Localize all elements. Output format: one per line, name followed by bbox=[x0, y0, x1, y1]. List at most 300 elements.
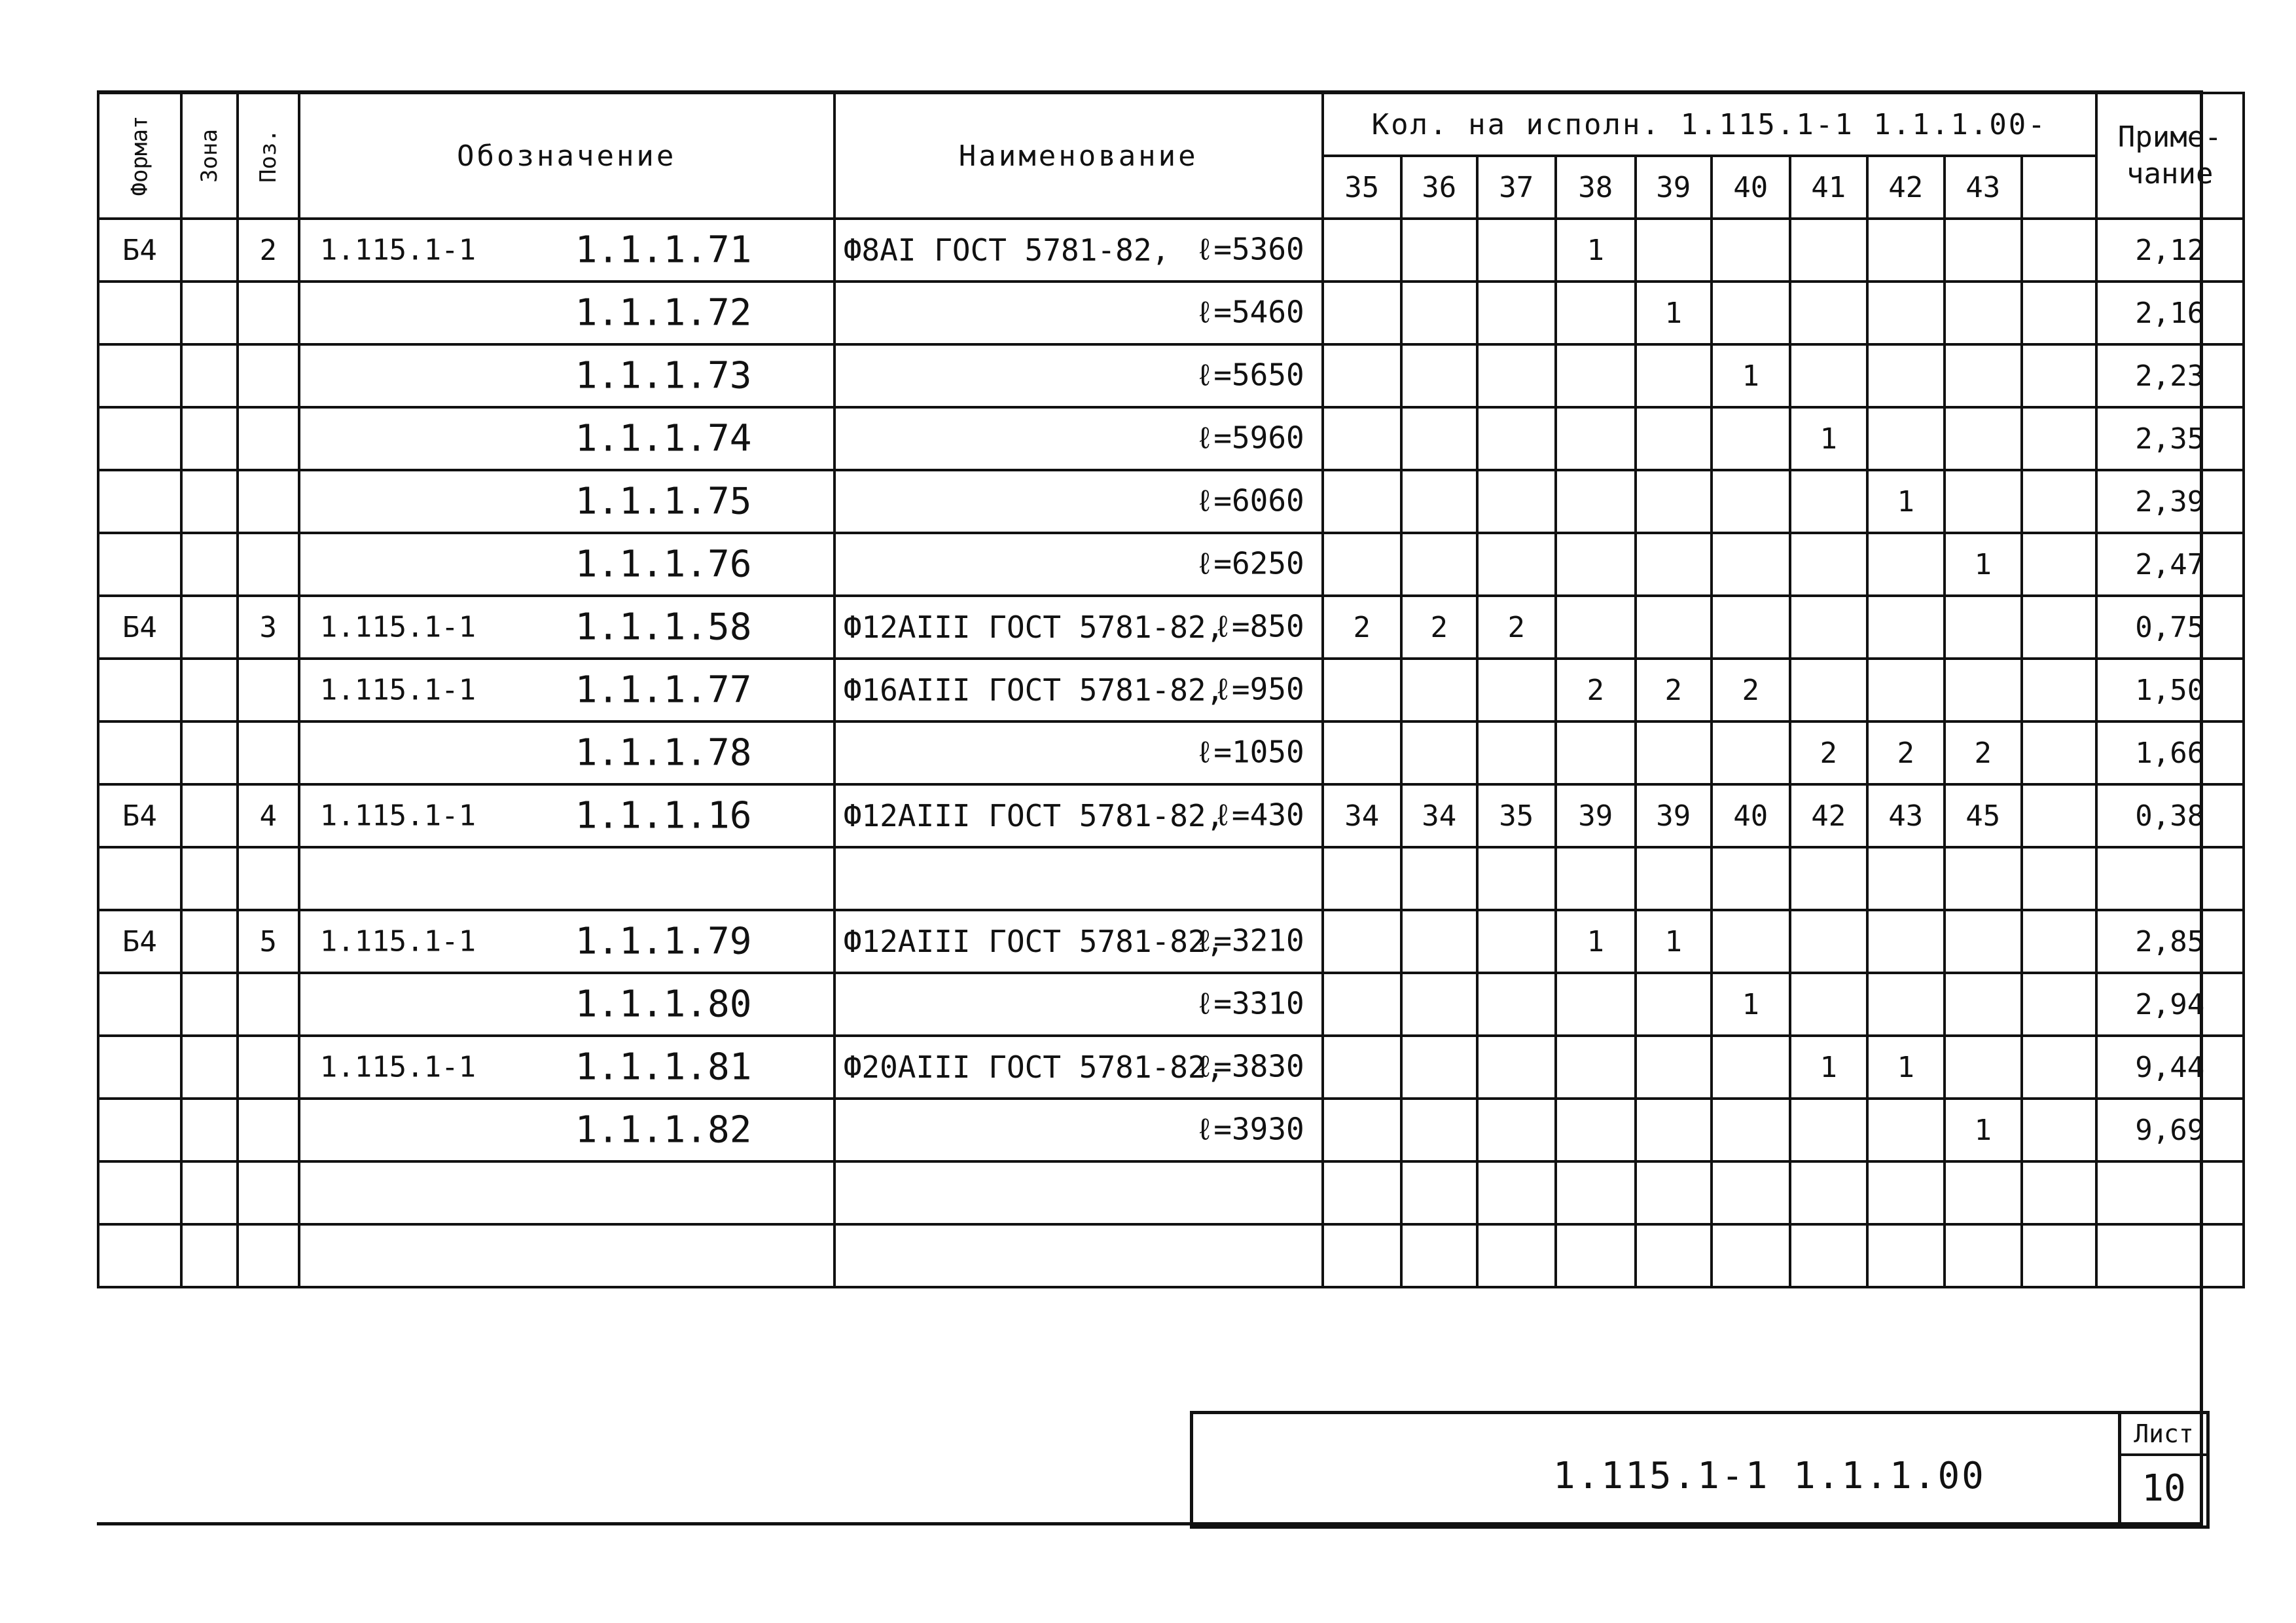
length-text: ℓ=430 bbox=[1213, 797, 1304, 833]
quantity-cell: 2 bbox=[1712, 659, 1790, 721]
designation-number: 1.1.1.73 bbox=[575, 354, 752, 397]
quantity-cell bbox=[1477, 282, 1556, 344]
quantity-cell bbox=[1945, 344, 2022, 407]
quantity-cell: 42 bbox=[1790, 784, 1867, 847]
note-cell: 2,47 bbox=[2096, 533, 2244, 596]
name-cell bbox=[834, 282, 1323, 344]
position-cell bbox=[238, 1099, 299, 1161]
designation-wrapper bbox=[300, 220, 833, 280]
name-text: Ф12АIII ГОСТ 5781-82, bbox=[843, 610, 1225, 645]
zone-cell bbox=[181, 344, 238, 407]
quantity-cell bbox=[2022, 470, 2096, 533]
designation-cell bbox=[299, 533, 834, 596]
designation-number: 1.1.1.71 bbox=[575, 228, 752, 272]
name-text: Ф12АIII ГОСТ 5781-82, bbox=[843, 798, 1225, 833]
designation-number: 1.1.1.74 bbox=[575, 417, 752, 460]
quantity-cell bbox=[1790, 847, 1867, 910]
quantity-cell bbox=[1636, 533, 1712, 596]
quantity-cell bbox=[1945, 596, 2022, 659]
quantity-cell bbox=[1790, 344, 1867, 407]
zone-cell bbox=[181, 1224, 238, 1287]
position-cell bbox=[238, 721, 299, 784]
name-cell bbox=[834, 1099, 1323, 1161]
zone-cell bbox=[181, 973, 238, 1036]
col-header-designation: Обозначение bbox=[299, 93, 834, 219]
quantity-cell bbox=[1712, 847, 1790, 910]
quantity-cell bbox=[1556, 533, 1636, 596]
quantity-cell bbox=[1712, 1224, 1790, 1287]
table-row bbox=[98, 470, 2244, 533]
quantity-cell bbox=[1712, 1161, 1790, 1224]
quantity-cell: 2 bbox=[1477, 596, 1556, 659]
quantity-cell bbox=[1556, 596, 1636, 659]
position-cell: 5 bbox=[238, 910, 299, 973]
designation-wrapper bbox=[300, 1100, 833, 1160]
format-cell bbox=[98, 470, 181, 533]
quantity-variant-header bbox=[2022, 156, 2096, 219]
quantity-cell bbox=[1712, 1099, 1790, 1161]
quantity-cell bbox=[2022, 973, 2096, 1036]
quantity-cell bbox=[1323, 344, 1401, 407]
format-cell bbox=[98, 1099, 181, 1161]
quantity-cell bbox=[1477, 533, 1556, 596]
col-header-name: Наименование bbox=[834, 93, 1323, 219]
zone-cell bbox=[181, 1161, 238, 1224]
designation-number: 1.1.1.81 bbox=[575, 1046, 752, 1089]
quantity-cell bbox=[1945, 910, 2022, 973]
quantity-cell bbox=[1636, 596, 1712, 659]
quantity-cell bbox=[1556, 847, 1636, 910]
designation-wrapper bbox=[300, 409, 833, 469]
quantity-variant-header: 41 bbox=[1790, 156, 1867, 219]
table-row bbox=[98, 533, 2244, 596]
name-wrapper bbox=[836, 723, 1321, 783]
length-text: ℓ=850 bbox=[1213, 608, 1304, 644]
designation-series: 1.115.1-1 bbox=[319, 233, 476, 267]
note-cell bbox=[2096, 1224, 2244, 1287]
col-header-pos: Поз. bbox=[238, 93, 299, 219]
name-cell bbox=[834, 470, 1323, 533]
position-cell bbox=[238, 282, 299, 344]
quantity-cell: 1 bbox=[1945, 533, 2022, 596]
zone-cell bbox=[181, 282, 238, 344]
format-cell bbox=[98, 282, 181, 344]
quantity-cell bbox=[2022, 910, 2096, 973]
designation-wrapper bbox=[300, 534, 833, 594]
quantity-cell: 45 bbox=[1945, 784, 2022, 847]
format-cell bbox=[98, 533, 181, 596]
quantity-cell bbox=[1636, 721, 1712, 784]
designation-wrapper bbox=[300, 283, 833, 343]
quantity-cell bbox=[1401, 470, 1477, 533]
name-wrapper bbox=[836, 660, 1321, 720]
designation-cell bbox=[299, 973, 834, 1036]
quantity-cell bbox=[1477, 721, 1556, 784]
quantity-cell bbox=[1477, 1224, 1556, 1287]
quantity-cell bbox=[1945, 219, 2022, 282]
designation-cell bbox=[299, 784, 834, 847]
quantity-cell bbox=[1790, 659, 1867, 721]
note-cell: 2,85 bbox=[2096, 910, 2244, 973]
designation-cell bbox=[299, 910, 834, 973]
quantity-cell bbox=[1636, 973, 1712, 1036]
designation-cell bbox=[299, 1099, 834, 1161]
quantity-cell bbox=[1867, 282, 1945, 344]
quantity-cell bbox=[1323, 1099, 1401, 1161]
format-cell: Б4 bbox=[98, 219, 181, 282]
name-wrapper bbox=[836, 534, 1321, 594]
quantity-cell: 43 bbox=[1867, 784, 1945, 847]
designation-cell bbox=[299, 344, 834, 407]
position-cell: 4 bbox=[238, 784, 299, 847]
note-cell: 2,23 bbox=[2096, 344, 2244, 407]
name-text: Ф20АIII ГОСТ 5781-82, bbox=[843, 1049, 1225, 1085]
quantity-cell bbox=[2022, 1161, 2096, 1224]
zone-cell bbox=[181, 847, 238, 910]
name-cell bbox=[834, 973, 1323, 1036]
quantity-cell: 2 bbox=[1323, 596, 1401, 659]
quantity-cell bbox=[1712, 910, 1790, 973]
zone-cell bbox=[181, 721, 238, 784]
designation-cell bbox=[299, 847, 834, 910]
quantity-cell bbox=[1712, 721, 1790, 784]
quantity-cell bbox=[1945, 1036, 2022, 1099]
quantity-cell bbox=[1401, 1161, 1477, 1224]
quantity-cell bbox=[1867, 910, 1945, 973]
quantity-cell bbox=[1477, 470, 1556, 533]
quantity-cell: 39 bbox=[1556, 784, 1636, 847]
designation-cell bbox=[299, 219, 834, 282]
designation-series: 1.115.1-1 bbox=[319, 610, 476, 644]
quantity-cell bbox=[1323, 533, 1401, 596]
name-wrapper bbox=[836, 220, 1321, 280]
designation-wrapper bbox=[300, 597, 833, 657]
length-text: ℓ=1050 bbox=[1195, 734, 1304, 770]
note-cell: 9,69 bbox=[2096, 1099, 2244, 1161]
note-cell: 2,94 bbox=[2096, 973, 2244, 1036]
quantity-cell bbox=[1790, 533, 1867, 596]
quantity-cell bbox=[2022, 596, 2096, 659]
designation-number: 1.1.1.82 bbox=[575, 1108, 752, 1152]
quantity-cell: 1 bbox=[1867, 470, 1945, 533]
note-cell: 0,38 bbox=[2096, 784, 2244, 847]
sheet-number-box bbox=[2118, 1411, 2210, 1529]
format-cell bbox=[98, 407, 181, 470]
quantity-cell bbox=[1477, 1161, 1556, 1224]
quantity-cell: 2 bbox=[1556, 659, 1636, 721]
designation-cell bbox=[299, 470, 834, 533]
position-cell bbox=[238, 407, 299, 470]
name-text: Ф12АIII ГОСТ 5781-82, bbox=[843, 924, 1225, 959]
zone-cell bbox=[181, 1099, 238, 1161]
designation-wrapper bbox=[300, 1226, 833, 1286]
length-text: ℓ=3210 bbox=[1195, 922, 1304, 958]
name-text: Ф16АIII ГОСТ 5781-82, bbox=[843, 672, 1225, 708]
quantity-cell bbox=[1945, 1161, 2022, 1224]
designation-wrapper bbox=[300, 471, 833, 532]
quantity-variant-header: 35 bbox=[1323, 156, 1401, 219]
quantity-cell: 34 bbox=[1323, 784, 1401, 847]
quantity-cell bbox=[1945, 407, 2022, 470]
designation-cell bbox=[299, 721, 834, 784]
position-cell bbox=[238, 344, 299, 407]
name-wrapper bbox=[836, 409, 1321, 469]
designation-wrapper bbox=[300, 1163, 833, 1223]
quantity-variant-header: 42 bbox=[1867, 156, 1945, 219]
quantity-cell: 1 bbox=[1556, 219, 1636, 282]
table-row bbox=[98, 847, 2244, 910]
table-row bbox=[98, 1224, 2244, 1287]
note-cell bbox=[2096, 1161, 2244, 1224]
format-cell bbox=[98, 973, 181, 1036]
quantity-cell: 2 bbox=[1867, 721, 1945, 784]
quantity-cell bbox=[1790, 973, 1867, 1036]
quantity-cell bbox=[1712, 282, 1790, 344]
title-block bbox=[1190, 1411, 2206, 1529]
name-cell bbox=[834, 1036, 1323, 1099]
specification-table bbox=[97, 92, 2245, 1288]
note-cell: 1,50 bbox=[2096, 659, 2244, 721]
quantity-cell bbox=[1556, 282, 1636, 344]
format-cell bbox=[98, 847, 181, 910]
quantity-cell bbox=[2022, 407, 2096, 470]
quantity-cell bbox=[1477, 659, 1556, 721]
name-wrapper bbox=[836, 1100, 1321, 1160]
quantity-cell: 40 bbox=[1712, 784, 1790, 847]
quantity-cell: 1 bbox=[1945, 1099, 2022, 1161]
quantity-cell bbox=[1556, 344, 1636, 407]
quantity-cell bbox=[1556, 407, 1636, 470]
quantity-cell bbox=[1790, 282, 1867, 344]
position-cell bbox=[238, 533, 299, 596]
quantity-cell bbox=[1401, 1099, 1477, 1161]
designation-number: 1.1.1.58 bbox=[575, 606, 752, 649]
table-row bbox=[98, 721, 2244, 784]
note-cell: 2,35 bbox=[2096, 407, 2244, 470]
quantity-cell bbox=[2022, 847, 2096, 910]
zone-cell bbox=[181, 1036, 238, 1099]
name-cell bbox=[834, 407, 1323, 470]
name-wrapper bbox=[836, 597, 1321, 657]
length-text: ℓ=5650 bbox=[1195, 357, 1304, 393]
quantity-cell bbox=[1477, 847, 1556, 910]
name-wrapper bbox=[836, 974, 1321, 1034]
note-cell: 2,16 bbox=[2096, 282, 2244, 344]
note-cell: 2,12 bbox=[2096, 219, 2244, 282]
quantity-cell bbox=[1556, 1099, 1636, 1161]
quantity-cell bbox=[2022, 344, 2096, 407]
note-cell: 1,66 bbox=[2096, 721, 2244, 784]
quantity-cell bbox=[1636, 470, 1712, 533]
quantity-cell bbox=[1712, 533, 1790, 596]
col-header-format: Формат bbox=[98, 93, 181, 219]
designation-number: 1.1.1.78 bbox=[575, 731, 752, 775]
zone-cell bbox=[181, 910, 238, 973]
length-text: ℓ=5460 bbox=[1195, 294, 1304, 330]
quantity-cell bbox=[1477, 973, 1556, 1036]
quantity-cell bbox=[1323, 721, 1401, 784]
table-row bbox=[98, 784, 2244, 847]
quantity-cell bbox=[1636, 847, 1712, 910]
table-row bbox=[98, 1161, 2244, 1224]
name-cell bbox=[834, 784, 1323, 847]
quantity-cell bbox=[1867, 344, 1945, 407]
name-cell bbox=[834, 1224, 1323, 1287]
format-cell: Б4 bbox=[98, 910, 181, 973]
designation-cell bbox=[299, 407, 834, 470]
quantity-cell: 39 bbox=[1636, 784, 1712, 847]
designation-number: 1.1.1.79 bbox=[575, 920, 752, 963]
length-text: ℓ=3310 bbox=[1195, 985, 1304, 1021]
length-text: ℓ=950 bbox=[1213, 671, 1304, 707]
designation-wrapper bbox=[300, 346, 833, 406]
quantity-cell bbox=[1636, 1161, 1712, 1224]
quantity-variant-header: 43 bbox=[1945, 156, 2022, 219]
quantity-cell bbox=[1945, 973, 2022, 1036]
quantity-cell bbox=[1477, 1099, 1556, 1161]
name-cell bbox=[834, 721, 1323, 784]
quantity-cell bbox=[2022, 1224, 2096, 1287]
designation-wrapper bbox=[300, 974, 833, 1034]
length-text: ℓ=5960 bbox=[1195, 420, 1304, 456]
quantity-cell: 2 bbox=[1636, 659, 1712, 721]
quantity-cell bbox=[1556, 470, 1636, 533]
format-cell: Б4 bbox=[98, 596, 181, 659]
quantity-cell bbox=[1636, 1099, 1712, 1161]
quantity-cell bbox=[1636, 407, 1712, 470]
quantity-cell bbox=[1323, 910, 1401, 973]
zone-cell bbox=[181, 784, 238, 847]
length-text: ℓ=3830 bbox=[1195, 1048, 1304, 1084]
position-cell bbox=[238, 1036, 299, 1099]
quantity-cell bbox=[1401, 721, 1477, 784]
quantity-cell bbox=[1323, 219, 1401, 282]
name-wrapper bbox=[836, 848, 1321, 909]
quantity-cell: 2 bbox=[1401, 596, 1477, 659]
zone-cell bbox=[181, 659, 238, 721]
name-cell bbox=[834, 1161, 1323, 1224]
designation-wrapper bbox=[300, 848, 833, 909]
name-cell bbox=[834, 847, 1323, 910]
quantity-cell: 1 bbox=[1790, 1036, 1867, 1099]
quantity-cell bbox=[1867, 659, 1945, 721]
name-wrapper bbox=[836, 471, 1321, 532]
quantity-cell bbox=[2022, 219, 2096, 282]
designation-wrapper bbox=[300, 1037, 833, 1097]
quantity-cell bbox=[2022, 1099, 2096, 1161]
quantity-cell bbox=[1401, 973, 1477, 1036]
quantity-cell bbox=[2022, 533, 2096, 596]
format-cell bbox=[98, 721, 181, 784]
designation-series: 1.115.1-1 bbox=[319, 673, 476, 707]
designation-number: 1.1.1.72 bbox=[575, 291, 752, 335]
quantity-cell bbox=[1477, 407, 1556, 470]
quantity-cell: 1 bbox=[1867, 1036, 1945, 1099]
designation-number: 1.1.1.76 bbox=[575, 543, 752, 586]
quantity-cell bbox=[1712, 470, 1790, 533]
name-cell bbox=[834, 533, 1323, 596]
table-row bbox=[98, 344, 2244, 407]
designation-series: 1.115.1-1 bbox=[319, 799, 476, 833]
table-row bbox=[98, 596, 2244, 659]
quantity-variant-header: 38 bbox=[1556, 156, 1636, 219]
quantity-cell: 1 bbox=[1636, 910, 1712, 973]
quantity-cell bbox=[1323, 847, 1401, 910]
quantity-cell bbox=[1556, 1161, 1636, 1224]
quantity-cell bbox=[1323, 407, 1401, 470]
designation-wrapper bbox=[300, 911, 833, 972]
name-wrapper bbox=[836, 346, 1321, 406]
designation-cell bbox=[299, 596, 834, 659]
designation-series: 1.115.1-1 bbox=[319, 924, 476, 958]
quantity-cell bbox=[1556, 973, 1636, 1036]
quantity-cell bbox=[1790, 596, 1867, 659]
quantity-cell bbox=[2022, 721, 2096, 784]
quantity-variant-header: 36 bbox=[1401, 156, 1477, 219]
note-cell: 9,44 bbox=[2096, 1036, 2244, 1099]
table-row bbox=[98, 910, 2244, 973]
note-cell: 0,75 bbox=[2096, 596, 2244, 659]
quantity-cell bbox=[1867, 847, 1945, 910]
quantity-cell: 1 bbox=[1636, 282, 1712, 344]
quantity-cell bbox=[1556, 721, 1636, 784]
quantity-cell bbox=[1401, 847, 1477, 910]
quantity-cell bbox=[1867, 1224, 1945, 1287]
quantity-cell bbox=[2022, 784, 2096, 847]
note-header-text: Приме- чание bbox=[2117, 120, 2222, 191]
quantity-cell bbox=[1401, 1224, 1477, 1287]
quantity-cell bbox=[1323, 470, 1401, 533]
designation-wrapper bbox=[300, 660, 833, 720]
header-row-1 bbox=[98, 93, 2244, 156]
designation-cell bbox=[299, 282, 834, 344]
name-wrapper bbox=[836, 786, 1321, 846]
quantity-cell bbox=[1323, 659, 1401, 721]
quantity-cell bbox=[1945, 847, 2022, 910]
quantity-cell bbox=[1401, 407, 1477, 470]
quantity-cell bbox=[1790, 910, 1867, 973]
format-cell bbox=[98, 1224, 181, 1287]
quantity-cell bbox=[1790, 1224, 1867, 1287]
document-code: 1.115.1-1 1.1.1.00 bbox=[1553, 1455, 1986, 1497]
designation-cell bbox=[299, 1224, 834, 1287]
quantity-cell bbox=[1712, 1036, 1790, 1099]
quantity-cell: 34 bbox=[1401, 784, 1477, 847]
quantity-cell bbox=[1636, 1224, 1712, 1287]
position-cell: 3 bbox=[238, 596, 299, 659]
name-wrapper bbox=[836, 1037, 1321, 1097]
quantity-cell: 1 bbox=[1712, 344, 1790, 407]
position-cell bbox=[238, 973, 299, 1036]
length-text: ℓ=3930 bbox=[1195, 1111, 1304, 1147]
col-header-quantity: Кол. на исполн. 1.115.1-1 1.1.1.00- bbox=[1323, 93, 2096, 156]
quantity-cell bbox=[1945, 1224, 2022, 1287]
position-cell bbox=[238, 1161, 299, 1224]
zone-cell bbox=[181, 533, 238, 596]
quantity-cell bbox=[2022, 282, 2096, 344]
quantity-cell bbox=[1636, 219, 1712, 282]
name-cell bbox=[834, 659, 1323, 721]
format-cell: Б4 bbox=[98, 784, 181, 847]
designation-cell bbox=[299, 1036, 834, 1099]
position-cell: 2 bbox=[238, 219, 299, 282]
length-text: ℓ=5360 bbox=[1195, 231, 1304, 267]
designation-cell bbox=[299, 659, 834, 721]
zone-cell bbox=[181, 219, 238, 282]
quantity-cell: 2 bbox=[1790, 721, 1867, 784]
name-cell bbox=[834, 596, 1323, 659]
quantity-cell bbox=[1636, 344, 1712, 407]
